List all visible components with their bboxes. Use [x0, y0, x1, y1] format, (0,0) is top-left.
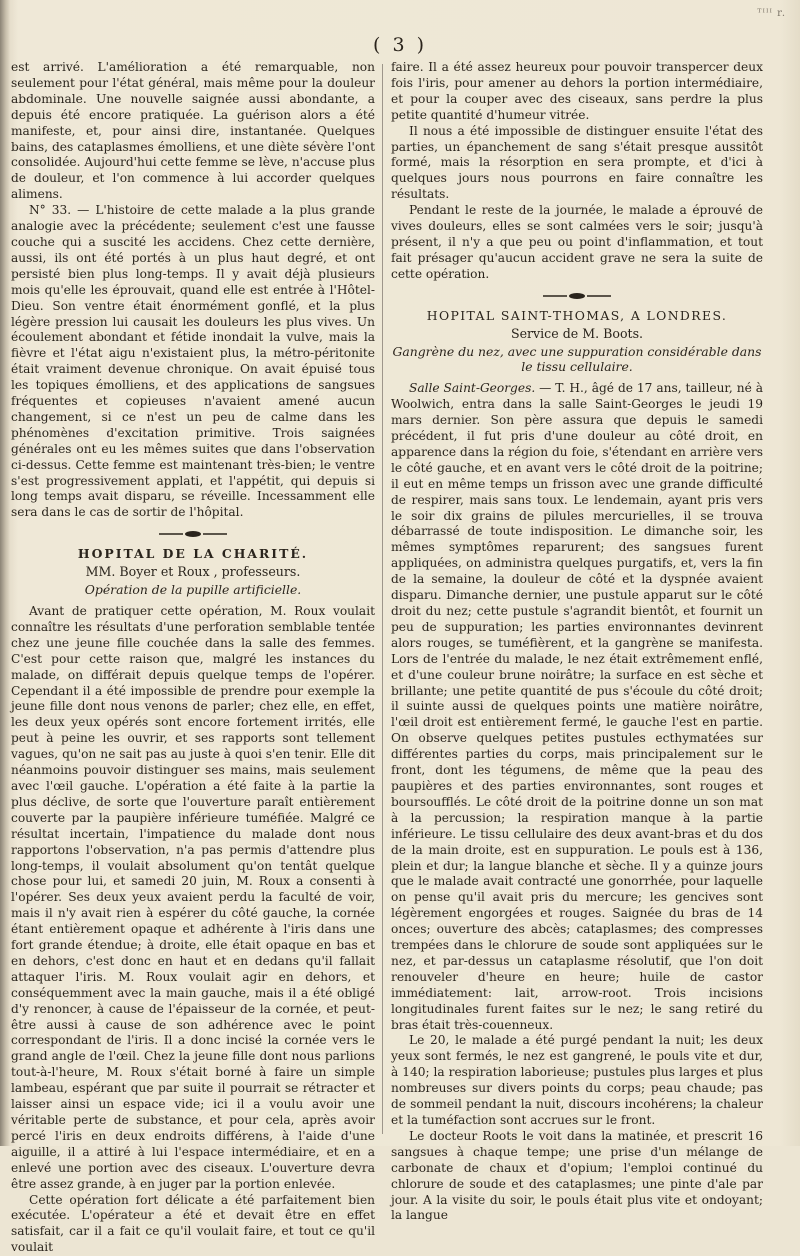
section-divider-ornament [159, 530, 227, 538]
paragraph: Cette opération fort délicate a été parfaitement bien exécutée. L'opérateur a été et devait être en effet satisfait, car il a fait ce qu'il voulait faire, et tout ce qu'il voulait [11, 1192, 375, 1255]
binding-shadow [0, 0, 10, 1146]
hospital-title-charite: HOPITAL DE LA CHARITÉ. [77, 546, 309, 562]
paragraph: Le 20, le malade a été purgé pendant la nuit; les deux yeux sont fermés, le nez est gangrené, le pouls vite et dur, à 140; la respiration laborieuse; pustules plus larges et plus nombreuses sur divers points du corps; peau chaude; pas de sommeil pendant la nuit, discours incohérens; la chaleur et la tuméfaction sont accrues sur le front. [391, 1033, 763, 1127]
hospital-title-saint-thomas: HOPITAL SAINT-THOMAS, A LONDRES. [426, 307, 728, 323]
ward-name: Salle Saint-Georges. [409, 381, 536, 396]
paragraph: Pendant le reste de la journée, le malade a éprouvé de vives douleurs, elles se sont calmées vers le soir; jusqu'à présent, il n'y a que peu ou point d'inflammation, et tout fait présager qu'aucun accident grave ne sera la suite de cette opération. [391, 203, 763, 281]
article-subtitle: Opération de la pupille artificielle. [84, 582, 302, 598]
paragraph: N° 33. — L'histoire de cette malade a la plus grande analogie avec la précédente; seulement c'est une fausse couche qui a suscité les accidens. Chez cette dernière, aussi, ils ont été portés à un plus haut degré, et ont persisté bien plus long-temps. Il y avait déjà plusieurs mois qu'elle les éprouvait, quand elle est entrée à l'Hôtel-Dieu. Son ventre était énormément gonflé, et la plus légère pression lui causait les douleurs les plus vives. Un écoulement abondant et fétide inondait la vulve, mais la fièvre et l'état aigu n'existaient plus, la métro-péritonite était vraiment devenue chronique. On avait épuisé tous les topiques émolliens, et des applications de sangsues fréquentes et copieuses n'avaient amené aucun changement, si ce n'est un peu de calme dans les phénomènes d'excitation primitive. Trois saignées générales ont eu les mêmes suites que dans l'observation ci-dessus. Cette femme est maintenant très-bien; le ventre s'est progressivement applati, et l'appétit, qui depuis si long temps avait disparu, se réveille. Incessamment elle sera dans le cas de sortir de l'hôpital. [11, 203, 375, 520]
paragraph [391, 381, 763, 1033]
corner-mark: ᵀᴵᴵᴵ r. [757, 8, 786, 19]
left-column [11, 60, 375, 1256]
paragraph: Le docteur Roots le voit dans la matinée, et prescrit 16 sangsues à chaque tempe; une prise d'un mélange de carbonate de chaux et d'opium; l'emploi continué du chlorure de soude et des cataplasmes; une pinte d'ale par jour. A la visite du soir, le pouls était plus vite et ondoyant; la langue [391, 1128, 763, 1223]
right-column [391, 60, 763, 1224]
paragraph: faire. Il a été assez heureux pour pouvoir transpercer deux fois l'iris, pour amener au dehors la portion intermédiaire, et pour la couper avec des ciseaux, sans perdre la plus petite quantité d'humeur vitrée. [391, 60, 763, 122]
paragraph: est arrivé. L'amélioration a été remarquable, non seulement pour l'état général, mais même pour la douleur abdominale. Une nouvelle saignée aussi abondante, a depuis été encore pratiquée. La guérison alors a été manifeste, et, pour ainsi dire, instantanée. Quelques bains, des cataplasmes émolliens, et une diète sévère l'ont consolidée. Aujourd'hui cette femme se lève, n'accuse plus de douleur, et l'on commence à lui accorder quelques alimens. [11, 60, 375, 202]
paragraph: Il nous a été impossible de distinguer ensuite l'état des parties, un épanchement de sang s'était presque aussitôt formé, mais la résorption en sera prompte, et d'ici à quelques jours nous pourrons en faire connaître les résultats. [391, 123, 763, 202]
column-rule [382, 64, 383, 1134]
page-number: ( 3 ) [373, 34, 427, 56]
service-line: Service de M. Boots. [510, 325, 644, 341]
article-subtitle: Gangrène du nez, avec une suppuration considérable dans le tissu cellulaire. [392, 343, 762, 375]
service-line: MM. Boyer et Roux , professeurs. [85, 564, 301, 580]
paragraph: Avant de pratiquer cette opération, M. Roux voulait connaître les résultats d'une perforation semblable tentée chez une jeune fille couchée dans la salle des femmes. C'est pour cette raison que, malgré les instances du malade, on différait depuis quelque temps de l'opérer. Cependant il a été impossible de prendre pour exemple la jeune fille dont nous venons de parler; chez elle, en effet, les deux yeux opérés sont encore fortement irrités, elle peut à peine les ouvrir, et ses rapports sont tellement vagues, qu'on ne sait pas au juste à quoi s'en tenir. Elle dit néanmoins pouvoir distinguer ses mains, mais seulement avec l'œil gauche. L'opération a été faite à la partie la plus déclive, de sorte que l'ouverture paraît entièrement couverte par la paupière inférieure tuméfiée. Malgré ce résultat incertain, l'impatience du malade dont nous rapportons l'observation, n'a pas permis d'attendre plus long-temps, il voulait absolument qu'on tentât quelque chose pour lui, et samedi 20 juin, M. Roux a consenti à l'opérer. Ses deux yeux avaient perdu la faculté de voir, mais il n'y avait rien à espérer du côté gauche, la cornée étant entièrement opaque et adhérente à l'iris dans une fort grande étendue; à droite, elle était opaque en bas et en dehors, c'est donc en haut et en dedans qu'il fallait attaquer l'iris. M. Roux voulait agir en dehors, et conséquemment avec la main gauche, mais il a été obligé d'y renoncer, à cause de l'épaisseur de la cornée, et peut-être aussi à cause de son adhérence avec le point correspondant de l'iris. Il a donc incisé la cornée vers le grand angle de l'œil. Chez la jeune fille dont nous parlions tout-à-l'heure, M. Roux s'était borné à faire un simple lambeau, espérant que par suite il pourrait se rétracter et laisser ainsi un espace vide; ici il a voulu avoir une véritable perte de substance, et pour cela, après avoir percé l'iris en deux endroits différens, à l'aide d'une aiguille, il a attiré à lui l'espace intermédiaire, et en a enlevé une portion avec des ciseaux. L'ouverture devra être assez grande, à en juger par la portion enlevée. [11, 604, 375, 1191]
paragraph-body: — T. H., âgé de 17 ans, tailleur, né à Woolwich, entra dans la salle Saint-Georges le jeudi 19 mars dernier. Son père assura que depuis le samedi précédent, il fut pris d'une douleur au côté droit, en apparence dans la région du foie, s'étendant en arrière vers le côté gauche, et en avant vers le côté droit de la poitrine; il eut en même temps un frisson avec une grande difficulté de respirer, mais sans toux. Le lendemain, ayant pris vers le soir dix grains de pilules mercurielles, il se trouva débarrassé de toute indisposition. Le dimanche soir, les mêmes symptômes reparurent; des sangsues furent appliquées, on administra quelques purgatifs, et, vers la fin de la semaine, la douleur de côté et la dyspnée avaient disparu. Dimanche dernier, une pustule apparut sur le côté droit du nez; cette pustule s'agrandit bientôt, et fournit un peu de suppuration; les parties environnantes devinrent alors rouges, se tuméfièrent, et la gangrène se manifesta. Lors de l'entrée du malade, le nez était extrêmement enflé, et d'une couleur brune noirâtre; la surface en est sèche et brillante; une petite quantité de pus s'écoule du côté droit; il suinte aussi de quelques points une matière noirâtre, l'œil droit est entièrement fermé, le gauche l'est en partie. On observe quelques petites pustules ecthymatées sur différentes parties du corps, mais principalement sur le front, dont les tégumens, de même que la peau des paupières et des parties environnantes, sont rouges et boursoufflés. Le côté droit de la poitrine donne un son mat à la percussion; la respiration manque à la partie inférieure. Le tissu cellulaire des deux avant-bras et du dos de la main droite, est en suppuration. Le pouls est à 136, plein et dur; la langue blanche et sèche. Il y a quinze jours que le malade avait contracté une gonorrhée, pour laquelle on pense qu'il avait pris du mercure; les gencives sont légèrement engorgées et rouges. Saignée du bras de 14 onces; ouverture des abcès; cataplasmes; des compresses trempées dans le chlorure de soude sont appliquées sur le nez, et par-dessus un cataplasme résolutif, que l'on doit renouveler d'heure en heure; huile de castor immédiatement: lait, arrow-root. Trois incisions longitudinales furent faites sur le nez; le sang retiré du bras était très-couenneux. [391, 381, 763, 1032]
section-divider-ornament [543, 292, 611, 300]
